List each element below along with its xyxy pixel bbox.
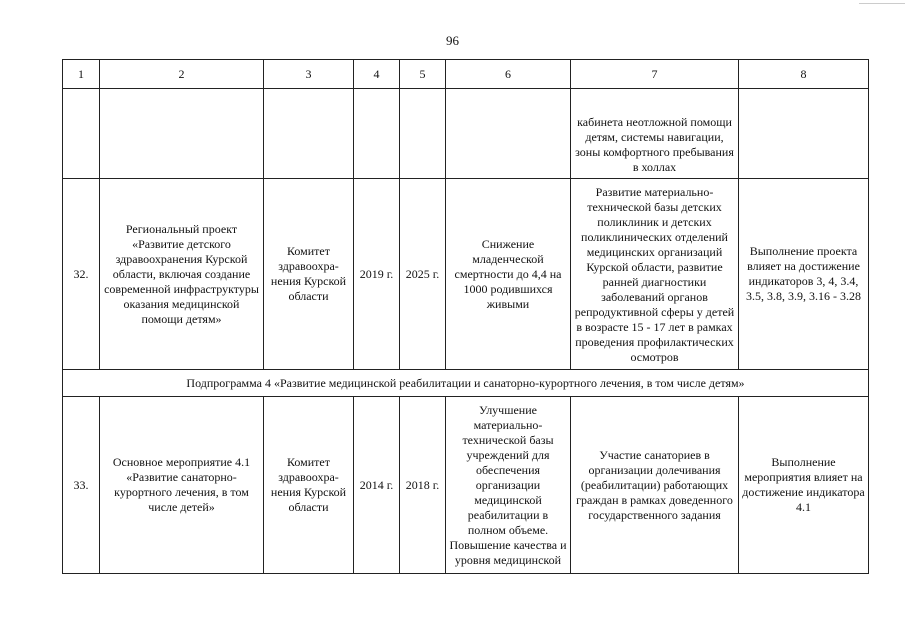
row-number: 33.	[63, 397, 100, 574]
column-header: 3	[264, 60, 354, 89]
subprogram-row	[63, 370, 869, 397]
subprogram-title: Подпрограмма 4 «Развитие медицинской реабилитации и санаторно-курортного лечения, в том числе детям»	[63, 370, 869, 397]
column-header: 5	[400, 60, 446, 89]
indicators-cell: Выполнение проекта влияет на достижение индикаторов 3, 4, 3.4, 3.5, 3.8, 3.9, 3.16 - 3.28	[739, 179, 869, 370]
table-cell	[100, 89, 264, 179]
table-row	[63, 397, 869, 574]
expected-result: Улучшение материально-технической базы учреждений для обеспечения организации медицинской реабилитации в полном объеме. Повышение качества и уровня медицинской	[446, 397, 571, 574]
table-cell	[354, 89, 400, 179]
scan-edge-mark	[859, 0, 905, 4]
expected-result: Снижение младенческой смертности до 4,4 на 1000 родившихся живыми	[446, 179, 571, 370]
start-year: 2014 г.	[354, 397, 400, 574]
table-cell	[63, 89, 100, 179]
end-year: 2025 г.	[400, 179, 446, 370]
table-cell	[446, 89, 571, 179]
table-cell	[739, 89, 869, 179]
column-number-row	[63, 60, 869, 89]
start-year: 2019 г.	[354, 179, 400, 370]
continuation-row	[63, 89, 869, 179]
table-row	[63, 179, 869, 370]
column-header: 4	[354, 60, 400, 89]
content-cell: кабинета неотложной помощи детям, системы навигации, зоны комфортного пребывания в холлах	[571, 89, 739, 179]
measure-name: Региональный проект «Развитие детского здравоохранения Курской области, включая создание современной инфраструктуры оказания медицинской помощи детям»	[100, 179, 264, 370]
executor-cell: Комитет здравоохра-нения Курской области	[264, 179, 354, 370]
program-measures-table	[62, 59, 869, 574]
column-header: 2	[100, 60, 264, 89]
end-year: 2018 г.	[400, 397, 446, 574]
table-cell	[400, 89, 446, 179]
content-cell: Развитие материально-технической базы детских поликлиник и детских поликлинических отделений медицинских организаций Курской области, развитие ранней диагностики заболеваний органов репродуктивной сферы у детей в возрасте 15 - 17 лет в рамках проведения профилактических осмотров	[571, 179, 739, 370]
column-header: 7	[571, 60, 739, 89]
executor-cell: Комитет здравоохра-нения Курской области	[264, 397, 354, 574]
column-header: 1	[63, 60, 100, 89]
content-cell: Участие санаториев в организации долечивания (реабилитации) работающих граждан в рамках доведенного государственного задания	[571, 397, 739, 574]
row-number: 32.	[63, 179, 100, 370]
table-cell	[264, 89, 354, 179]
column-header: 6	[446, 60, 571, 89]
indicators-cell: Выполнение мероприятия влияет на достижение индикатора 4.1	[739, 397, 869, 574]
page-number: 96	[446, 33, 459, 48]
measure-name: Основное мероприятие 4.1 «Развитие санаторно-курортного лечения, в том числе детей»	[100, 397, 264, 574]
column-header: 8	[739, 60, 869, 89]
